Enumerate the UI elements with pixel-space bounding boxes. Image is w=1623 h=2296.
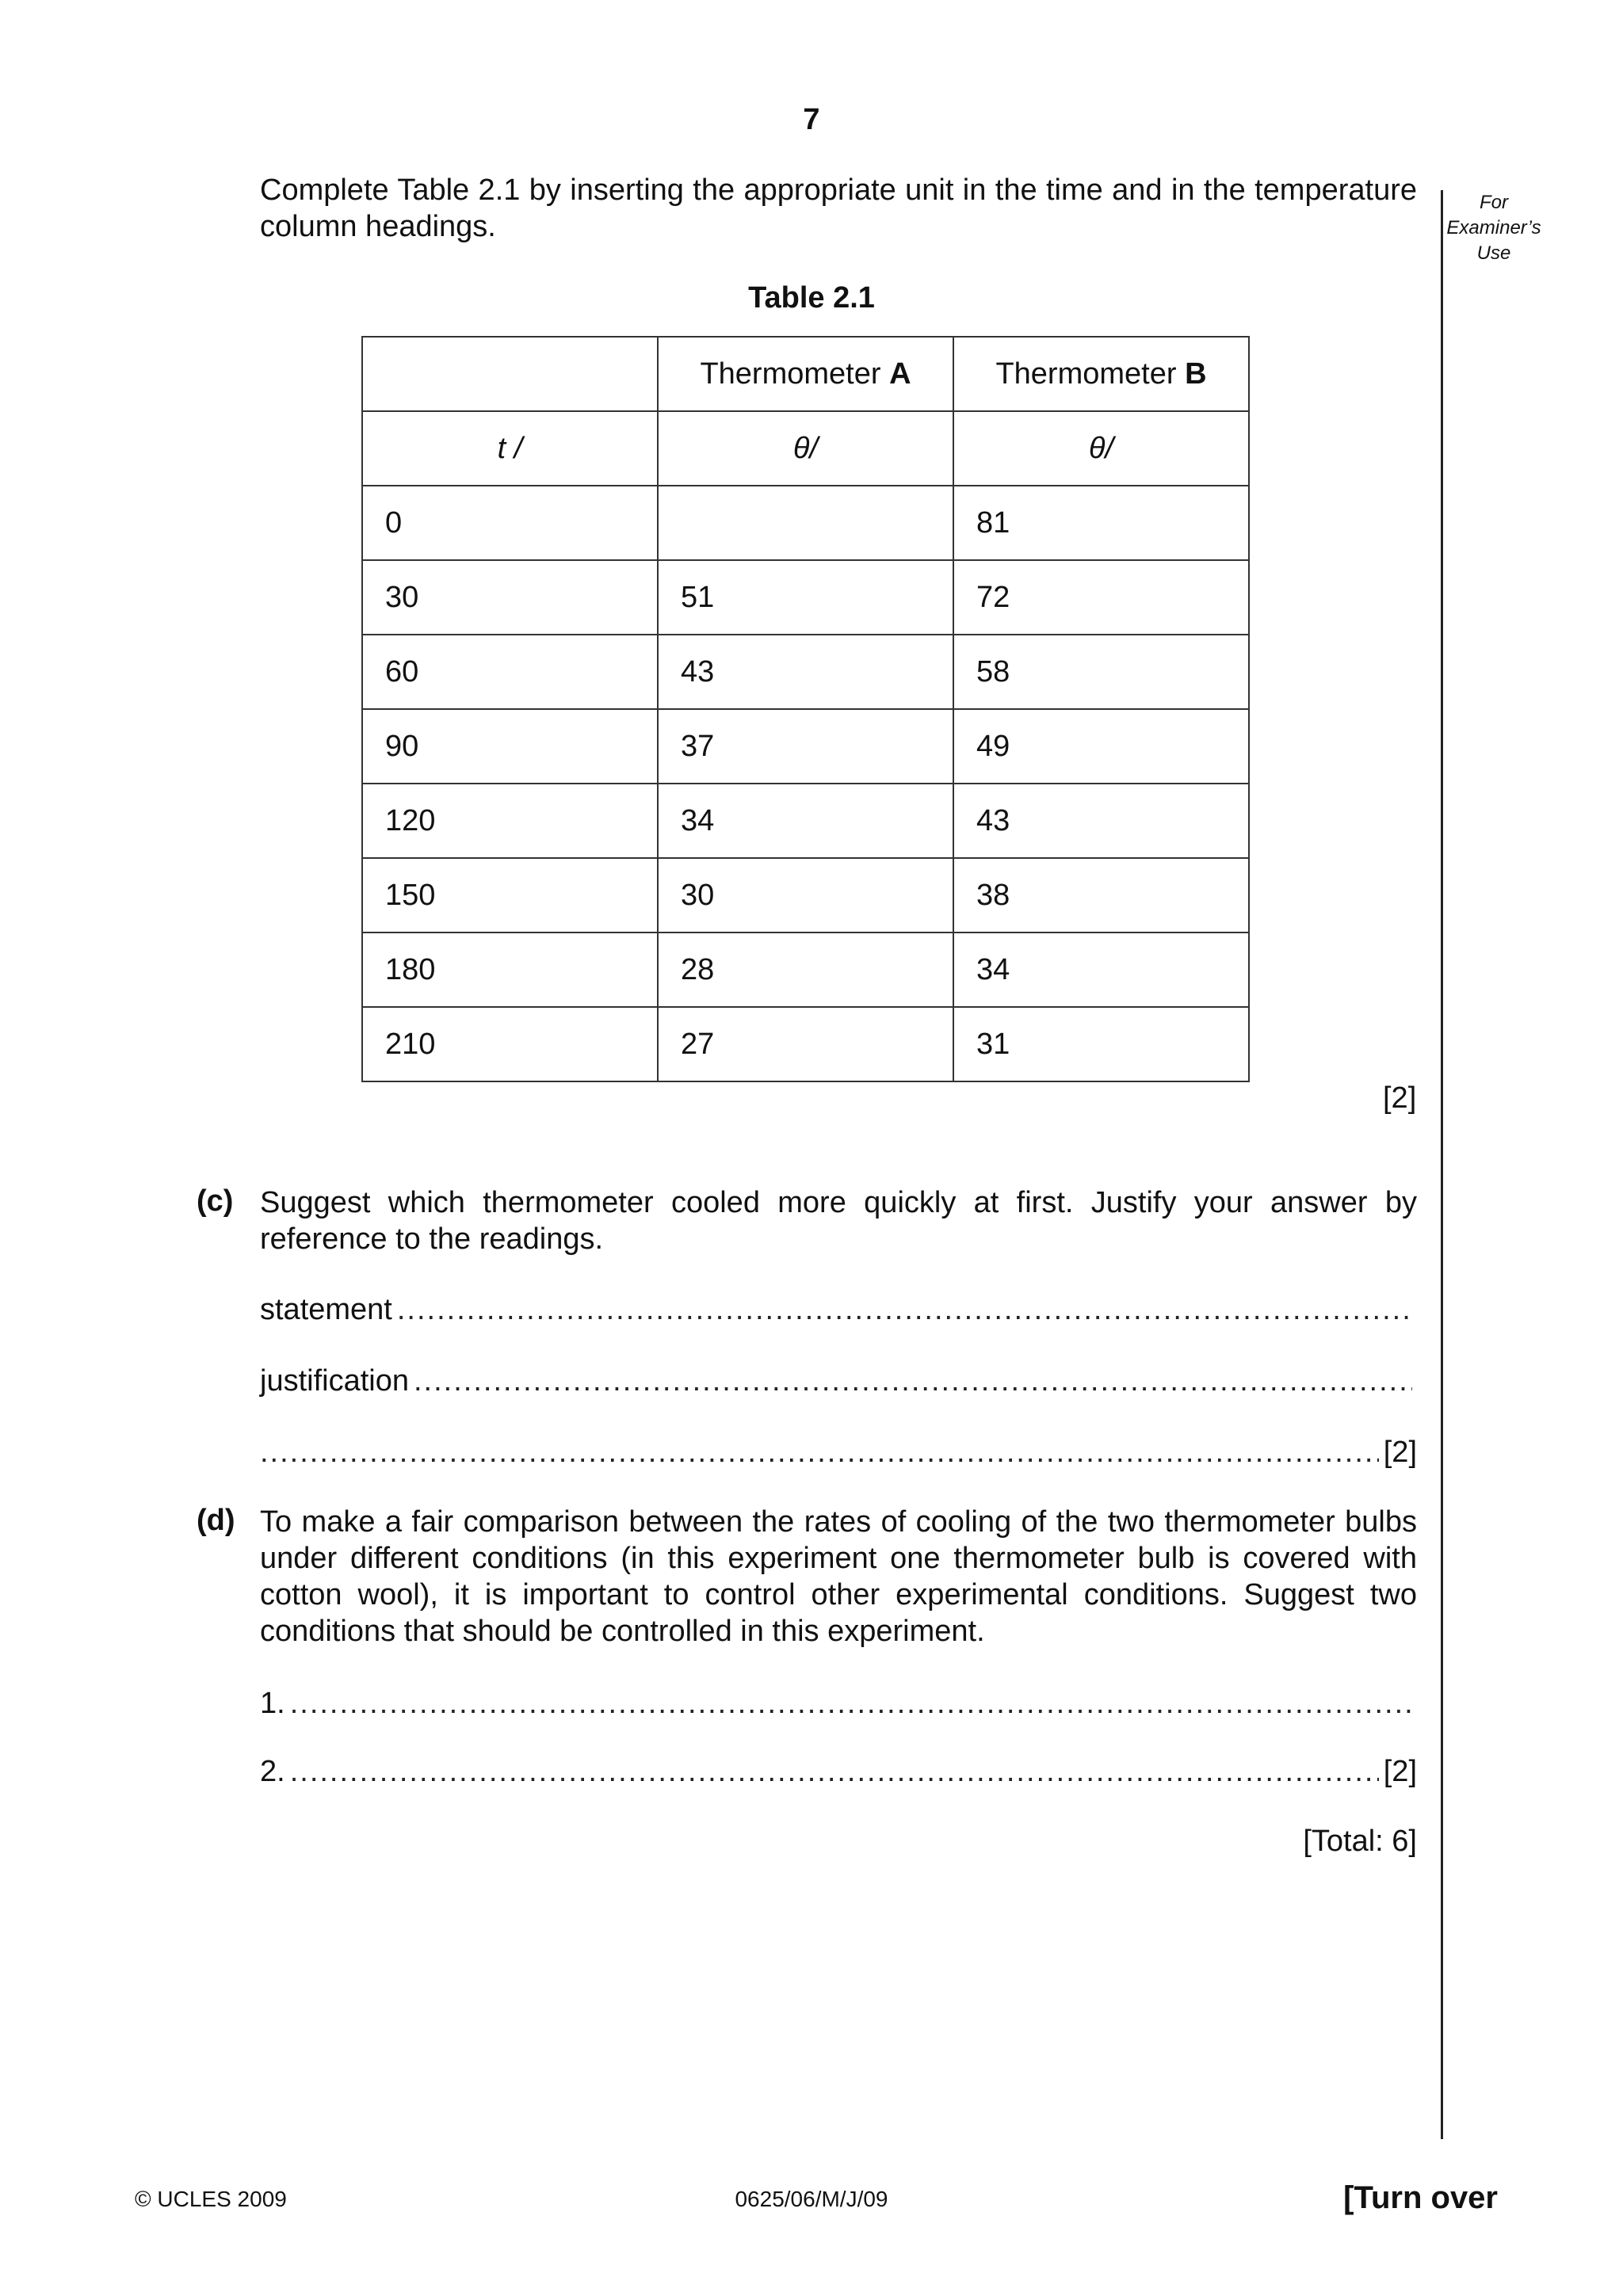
table-cell: 34 [953, 933, 1249, 1007]
table-cell: 43 [953, 784, 1249, 858]
dotted-line [397, 1291, 1412, 1328]
copyright-notice: © UCLES 2009 [135, 2187, 287, 2211]
table-cell: 30 [658, 858, 953, 933]
table-cell: 90 [362, 709, 658, 784]
table-cell: 210 [362, 1007, 658, 1081]
table-row [362, 635, 1249, 709]
table-cell: 37 [658, 709, 953, 784]
table-cell: 31 [953, 1007, 1249, 1081]
justification-label: justification [260, 1364, 409, 1398]
table-row [362, 486, 1249, 560]
turn-over-label: [Turn over [1343, 2180, 1498, 2215]
table-cell: 30 [362, 560, 658, 635]
table-row [362, 858, 1249, 933]
table-row [362, 1007, 1249, 1081]
table-row [362, 784, 1249, 858]
table-caption: Table 2.1 [748, 281, 875, 315]
table-row [362, 560, 1249, 635]
table-cell: 49 [953, 709, 1249, 784]
temp-a-unit-cell[interactable]: θ/ [658, 411, 953, 486]
part-c-question: Suggest which thermometer cooled more quickly at first. Justify your answer by reference to the readings. [260, 1186, 1417, 1256]
dotted-line [414, 1363, 1412, 1399]
table-cell: 60 [362, 635, 658, 709]
condition-2-answer-line[interactable] [260, 1753, 1417, 1790]
temp-b-unit-cell[interactable]: θ/ [953, 411, 1249, 486]
time-unit-cell[interactable]: t / [362, 411, 658, 486]
header-thermometer-a: Thermometer A [658, 337, 953, 411]
table-cell: 0 [362, 486, 658, 560]
table-cell [658, 486, 953, 560]
examiner-use-label [1442, 190, 1545, 266]
table-cell: 81 [953, 486, 1249, 560]
condition-1-number: 1. [260, 1687, 285, 1720]
table-row [362, 709, 1249, 784]
header-thermometer-b: Thermometer B [953, 337, 1249, 411]
table-cell: 150 [362, 858, 658, 933]
table-cell: 38 [953, 858, 1249, 933]
dotted-line [290, 1753, 1379, 1790]
table-marks: [2] [1383, 1081, 1417, 1115]
table-cell: 27 [658, 1007, 953, 1081]
statement-label: statement [260, 1293, 392, 1326]
dotted-line [290, 1685, 1412, 1722]
table-cell: 120 [362, 784, 658, 858]
part-d-marks: [2] [1383, 1755, 1417, 1788]
examiner-line-2: Examiner’s [1446, 217, 1541, 238]
examiner-margin-rule [1441, 190, 1443, 2139]
examiner-line-1: For [1480, 192, 1508, 213]
table-cell: 28 [658, 933, 953, 1007]
table-cell: 180 [362, 933, 658, 1007]
part-c-marks: [2] [1383, 1436, 1417, 1469]
part-c-label: (c) [197, 1184, 234, 1218]
header-empty-cell [362, 337, 658, 411]
page-number: 7 [803, 103, 820, 136]
table-header-row [362, 337, 1249, 411]
results-table [361, 336, 1250, 1082]
table-unit-row [362, 411, 1249, 486]
table-cell: 34 [658, 784, 953, 858]
table-cell: 72 [953, 560, 1249, 635]
instruction-text: Complete Table 2.1 by inserting the appropriate unit in the time and in the temperature column headings. [260, 174, 1417, 243]
part-d-label: (d) [197, 1504, 235, 1537]
table-row [362, 933, 1249, 1007]
table-cell: 58 [953, 635, 1249, 709]
total-marks: [Total: 6] [1303, 1825, 1417, 1858]
condition-2-number: 2. [260, 1755, 285, 1788]
paper-code: 0625/06/M/J/09 [735, 2187, 888, 2211]
part-d-question: To make a fair comparison between the rates of cooling of the two thermometer bulbs under different conditions (in this experiment one thermometer bulb is covered with cotton wool), it is important to control other experimental conditions. Suggest two conditions that should be controlled in this experiment. [260, 1505, 1417, 1648]
dotted-line [260, 1434, 1379, 1470]
statement-answer-line[interactable] [260, 1291, 1417, 1328]
table-cell: 43 [658, 635, 953, 709]
justification-answer-line[interactable] [260, 1363, 1417, 1399]
justification-answer-line-2[interactable] [260, 1434, 1417, 1470]
table-cell: 51 [658, 560, 953, 635]
examiner-line-3: Use [1476, 242, 1511, 264]
condition-1-answer-line[interactable] [260, 1685, 1417, 1722]
